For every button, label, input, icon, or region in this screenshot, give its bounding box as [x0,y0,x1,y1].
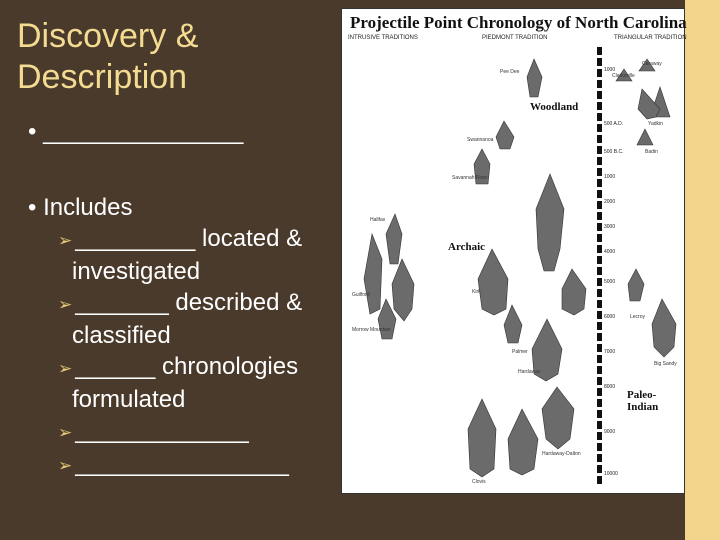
arrow-bullet-icon: ➢ [58,359,73,378]
label-palmer: Palmer [512,349,528,355]
tick-5: 2000 [604,199,616,205]
point-kirk-2 [562,269,586,315]
point-badin-2 [637,129,653,145]
sub-bullet-2-line-2: classified [72,322,171,349]
tick-13: 10000 [604,471,618,477]
arrow-bullet-icon: ➢ [58,295,73,314]
tick-4: 1000 [604,174,616,180]
tick-9: 6000 [604,314,616,320]
sub-bullet-4-text: _____________ [75,417,249,444]
arrow-bullet-icon: ➢ [58,423,73,442]
column-triangular: TRIANGULAR TRADITION [614,35,687,41]
tick-12: 9000 [604,429,616,435]
title-line-1: Discovery & [17,17,199,55]
sub-bullet-2-line-1: _______ described & [75,289,303,316]
label-guilford: Guilford [352,292,370,298]
bullet-1: • _______________ [28,118,244,145]
point-dalton [508,409,538,475]
point-savannah-river [536,174,564,271]
label-savannah: Savannah River [452,175,488,181]
label-hardaway-dalton: Hardaway-Dalton [542,451,581,457]
label-clarksville: Clarksville [612,73,635,79]
sub-bullet-1 [58,223,338,287]
label-big-sandy: Big Sandy [654,361,677,367]
tick-11: 8000 [604,384,616,390]
label-morrow: Morrow Mountain [352,327,391,333]
sub-bullet-3-line-1: ______ chronologies [75,353,299,380]
tick-3: 500 B.C. [604,149,624,155]
bullet-2: • Includes [28,194,133,221]
sub-bullet-5-text: ________________ [75,450,289,477]
point-morrow-2 [378,299,396,339]
label-yadkin: Yadkin [648,121,663,127]
timeline-bar [597,47,602,485]
slide-title [17,16,337,98]
point-big-sandy [652,299,676,357]
bullet-2-text: Includes [43,194,133,221]
point-palmer [504,305,522,343]
period-archaic: Archaic [448,241,486,253]
label-halifax: Halifax [370,217,386,223]
label-lecroy: Lecroy [630,314,646,320]
period-woodland: Woodland [530,101,579,113]
sub-bullet-1-line-2: investigated [72,258,201,285]
sub-bullet-3 [58,351,338,415]
sub-bullet-1-line-1: _________ located & [75,225,303,252]
sub-bullet-2 [58,287,338,351]
label-caraway: Caraway [642,61,662,67]
title-line-2: Description [17,58,188,96]
period-paleo-indian: Paleo-Indian [627,389,659,413]
point-kirk [478,249,508,315]
bullet-list [28,116,338,481]
sub-bullet-5 [58,448,338,481]
point-morrow-1 [392,259,414,321]
point-lecroy [628,269,644,301]
tick-1: 1000 [604,67,616,73]
point-peedee [527,59,542,97]
label-badin: Badin [645,149,658,155]
point-illustrations [342,9,686,495]
point-guilford [364,234,382,314]
tick-6: 3000 [604,224,616,230]
label-hardaway: Hardaway [518,369,541,375]
column-intrusive: INTRUSIVE TRADITIONS [348,35,418,41]
label-swannanoa: Swannanoa [467,137,494,143]
arrow-bullet-icon: ➢ [58,456,73,475]
label-clovis: Clovis [472,479,486,485]
bullet-1-text: _______________ [43,118,244,145]
point-hardaway-dalton [542,387,574,449]
point-halifax [386,214,402,264]
tick-2: 500 A.D. [604,121,624,127]
figure-title: Projectile Point Chronology of North Carolina [350,13,687,32]
tick-8: 5000 [604,279,616,285]
label-kirk: Kirk [472,289,481,295]
tick-7: 4000 [604,249,616,255]
label-peedee: Pee Dee [500,69,520,75]
sub-bullet-4 [58,415,338,448]
accent-bar [685,0,720,540]
arrow-bullet-icon: ➢ [58,231,73,250]
point-swannanoa [496,121,514,149]
point-clovis [468,399,496,477]
chronology-figure [341,8,685,494]
sub-bullet-3-line-2: formulated [72,386,186,413]
column-piedmont: PIEDMONT TRADITION [482,35,548,41]
tick-10: 7000 [604,349,616,355]
